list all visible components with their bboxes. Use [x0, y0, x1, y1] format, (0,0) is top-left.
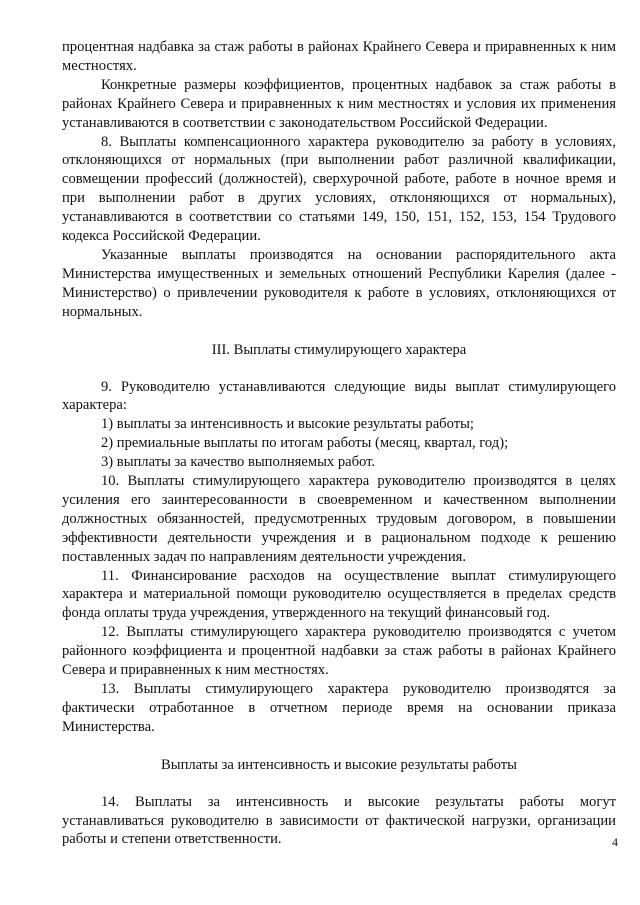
- subsection-heading: Выплаты за интенсивность и высокие результаты работы: [161, 756, 517, 773]
- page-number: 4: [612, 835, 618, 849]
- paragraph-payments-basis: Указанные выплаты производятся на основании распорядительного акта Министерства имущественных и земельных отношений Республики Карелия (далее - Министерство) о привлечении руководителя к работе в условиях, отклоняющихся от нормальных.: [62, 246, 616, 320]
- paragraph-10: 10. Выплаты стимулирующего характера руководителю производятся в целях усиления его заинтересованности в своевременном и качественном выполнении должностных обязанностей, предусмотренных трудовым договором, в повышении эффективности деятельности учреждения и в рациональном подходе к решению поставленных задач по направлениям деятельности учреждения.: [62, 473, 616, 565]
- paragraph-13: 13. Выплаты стимулирующего характера руководителю производятся за фактически отработанное в отчетном периоде время на основании приказа Министерства.: [62, 681, 616, 735]
- list-item: 1) выплаты за интенсивность и высокие результаты работы;: [101, 416, 474, 433]
- paragraph-8: 8. Выплаты компенсационного характера руководителю за работу в условиях, отклоняющихся от нормальных (при выполнении работ различной квалификации, совмещении профессий (должностей), сверхурочной работе, работе в ночное время и при выполнении работ в других условиях, отклоняющихся от нормальных), устанавливаются в соответствии со статьями 149, 150, 151, 152, 153, 154 Трудового кодекса Российской Федерации.: [62, 133, 616, 245]
- list-item: 2) премиальные выплаты по итогам работы (месяц, квартал, год);: [101, 435, 509, 452]
- paragraph-9: 9. Руководителю устанавливаются следующие виды выплат стимулирующего характера:: [62, 378, 616, 414]
- paragraph-12: 12. Выплаты стимулирующего характера руководителю производятся с учетом районного коэффициента и процентной надбавки за стаж работы в районах Крайнего Севера и приравненных к ним местностях.: [62, 624, 616, 679]
- section-heading: III. Выплаты стимулирующего характера: [211, 341, 467, 358]
- paragraph-continuation: процентная надбавка за стаж работы в районах Крайнего Севера и приравненных к ним местностях.: [62, 39, 616, 74]
- list-item: 3) выплаты за качество выполняемых работ.: [101, 454, 376, 471]
- document-page: [62, 38, 616, 849]
- paragraph-14: 14. Выплаты за интенсивность и высокие результаты работы могут устанавливаться руководителю в зависимости от фактической нагрузки, организации работы и степени ответственности.: [62, 793, 616, 848]
- paragraph-coefficients: Конкретные размеры коэффициентов, процентных надбавок за стаж работы в районах Крайнего Севера и приравненных к ним местностях и условия их применения устанавливаются в соответствии с законодательством Российской Федерации.: [62, 76, 616, 131]
- paragraph-11: 11. Финансирование расходов на осуществление выплат стимулирующего характера и материальной помощи руководителю осуществляется в пределах средств фонда оплаты труда учреждения, утвержденного на текущий финансовый год.: [62, 567, 616, 622]
